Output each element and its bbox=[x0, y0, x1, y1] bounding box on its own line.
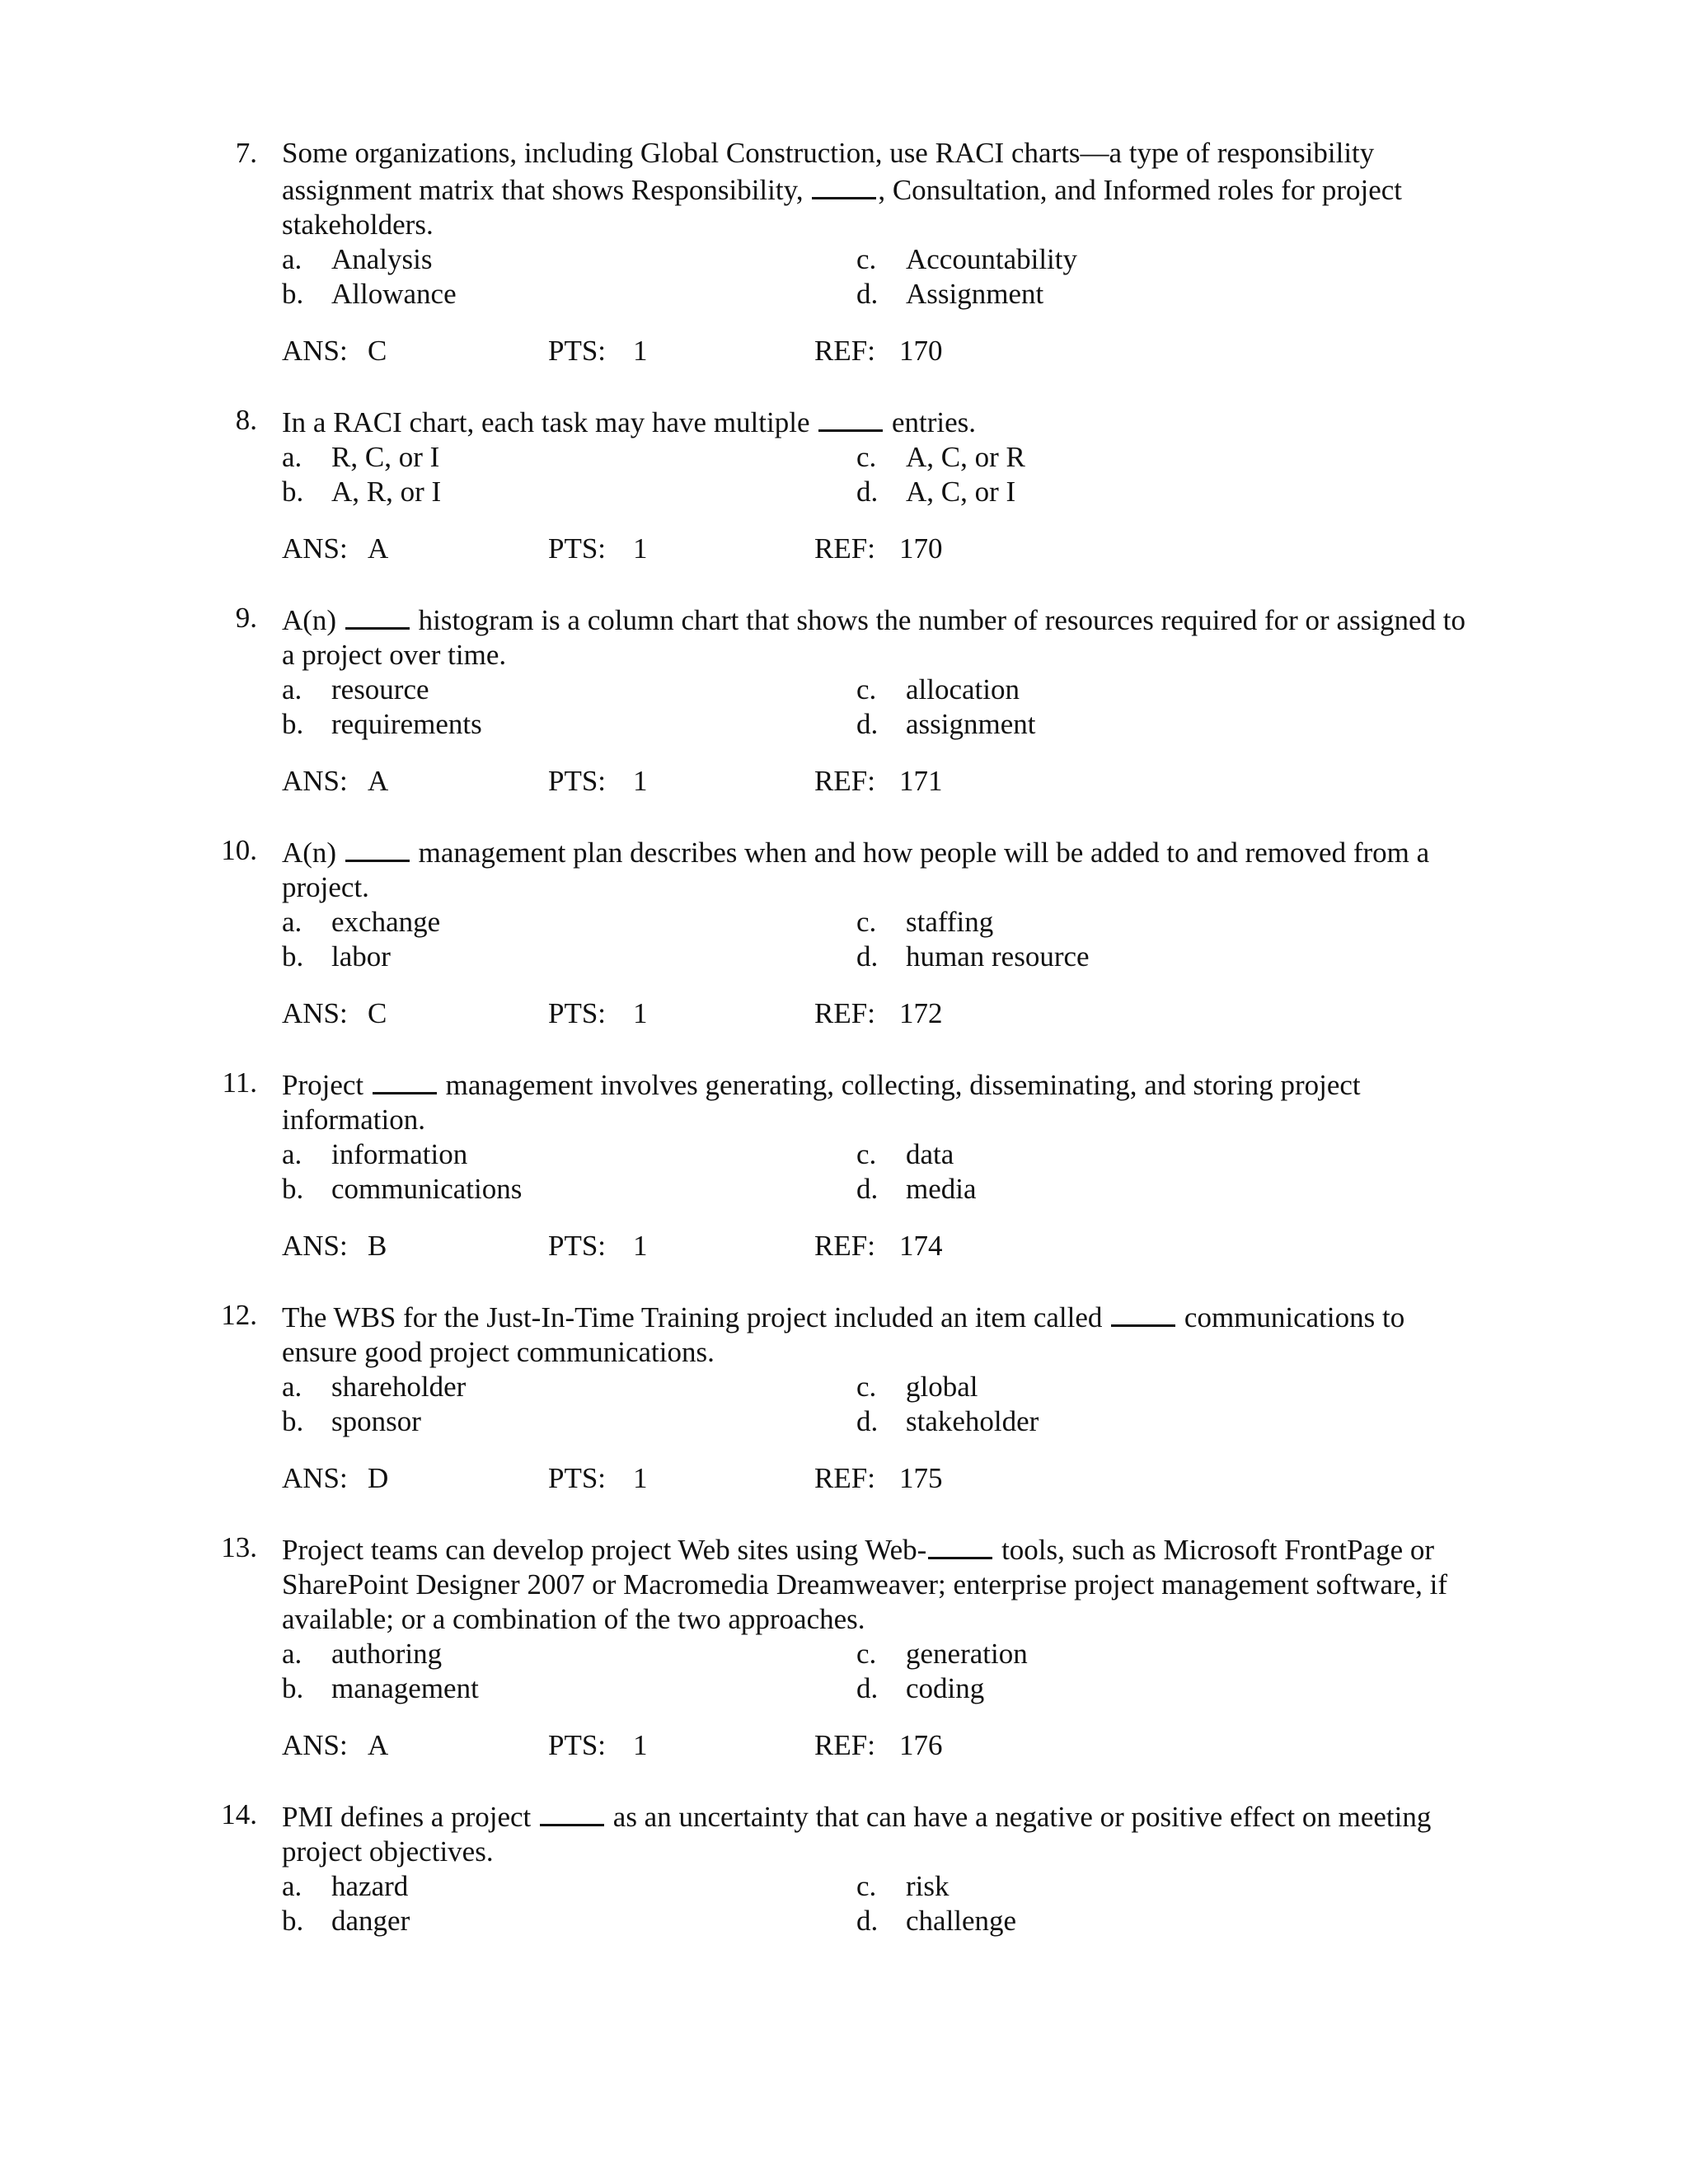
option-text: challenge bbox=[906, 1905, 1017, 1937]
reference-value: 174 bbox=[899, 1230, 943, 1262]
reference-label: REF: bbox=[814, 1230, 875, 1262]
answer-option-b bbox=[282, 1404, 421, 1439]
reference-label: REF: bbox=[814, 997, 875, 1029]
question-item bbox=[0, 1298, 1688, 1496]
answer-value: C bbox=[368, 997, 387, 1029]
option-letter: d. bbox=[856, 1405, 879, 1437]
reference-value: 171 bbox=[899, 765, 943, 797]
answer-meta bbox=[0, 996, 1688, 1031]
option-text: sponsor bbox=[331, 1405, 421, 1437]
question-item bbox=[0, 1530, 1688, 1763]
option-letter: c. bbox=[856, 1371, 877, 1403]
points-value: 1 bbox=[633, 997, 648, 1029]
answer-option-c bbox=[856, 1869, 950, 1904]
question-stem bbox=[0, 1298, 1518, 1370]
fill-in-blank bbox=[818, 403, 883, 432]
points-label: PTS: bbox=[548, 335, 607, 367]
reference-label: REF: bbox=[814, 532, 875, 565]
answer-option-c bbox=[856, 673, 1020, 707]
answer-value: D bbox=[368, 1462, 389, 1494]
question-stem bbox=[0, 136, 1518, 242]
answer-option-b bbox=[282, 277, 457, 312]
reference-value: 170 bbox=[899, 532, 943, 565]
points-label: PTS: bbox=[548, 997, 607, 1029]
option-text: risk bbox=[906, 1870, 950, 1902]
reference-label: REF: bbox=[814, 765, 875, 797]
answer-label: ANS: bbox=[282, 997, 348, 1029]
points-value: 1 bbox=[633, 1462, 648, 1494]
option-letter: d. bbox=[856, 940, 879, 972]
answer-options bbox=[0, 440, 1688, 509]
option-text: R, C, or I bbox=[331, 441, 440, 473]
option-letter: c. bbox=[856, 906, 877, 938]
option-text: hazard bbox=[331, 1870, 409, 1902]
points-label: PTS: bbox=[548, 1230, 607, 1262]
answer-option-c bbox=[856, 1137, 954, 1172]
answer-meta bbox=[0, 532, 1688, 566]
option-text: generation bbox=[906, 1638, 1028, 1670]
question-text-line: information. bbox=[282, 1104, 425, 1136]
points-label: PTS: bbox=[548, 532, 607, 565]
answer-option-a bbox=[282, 1370, 466, 1404]
answer-option-c bbox=[856, 440, 1025, 475]
question-text-line: In a RACI chart, each task may have multiple entries. bbox=[282, 403, 1518, 440]
option-letter: b. bbox=[282, 1672, 304, 1704]
reference-value: 176 bbox=[899, 1729, 943, 1761]
answer-options bbox=[0, 1637, 1688, 1706]
answer-value: B bbox=[368, 1230, 387, 1262]
option-letter: a. bbox=[282, 673, 302, 705]
points-value: 1 bbox=[633, 1230, 648, 1262]
option-text: Allowance bbox=[331, 278, 457, 310]
question-stem bbox=[0, 601, 1518, 673]
question-text-line: ensure good project communications. bbox=[282, 1336, 715, 1368]
fill-in-blank bbox=[1111, 1298, 1175, 1327]
points-value: 1 bbox=[633, 532, 648, 565]
option-text: Assignment bbox=[906, 278, 1044, 310]
option-letter: b. bbox=[282, 1173, 304, 1205]
question-item bbox=[0, 601, 1688, 799]
answer-option-b bbox=[282, 940, 391, 974]
answer-options bbox=[0, 1869, 1688, 1938]
option-letter: c. bbox=[856, 1870, 877, 1902]
question-item bbox=[0, 1066, 1688, 1263]
reference-value: 170 bbox=[899, 335, 943, 367]
answer-option-c bbox=[856, 1370, 978, 1404]
answer-label: ANS: bbox=[282, 1462, 348, 1494]
answer-value: A bbox=[368, 765, 389, 797]
question-number: 8. bbox=[235, 404, 257, 436]
option-text: staffing bbox=[906, 906, 994, 938]
answer-option-a bbox=[282, 1637, 442, 1671]
option-letter: b. bbox=[282, 1405, 304, 1437]
question-text-line: project objectives. bbox=[282, 1835, 494, 1868]
option-letter: d. bbox=[856, 278, 879, 310]
option-text: media bbox=[906, 1173, 977, 1205]
answer-option-b bbox=[282, 1671, 479, 1706]
question-text-line: The WBS for the Just-In-Time Training project included an item called communications to bbox=[282, 1298, 1518, 1335]
answer-option-d bbox=[856, 1172, 977, 1207]
answer-value: C bbox=[368, 335, 387, 367]
question-text-line: a project over time. bbox=[282, 639, 507, 671]
option-letter: d. bbox=[856, 708, 879, 740]
option-letter: a. bbox=[282, 1138, 302, 1170]
option-text: stakeholder bbox=[906, 1405, 1039, 1437]
option-text: Analysis bbox=[331, 243, 433, 275]
question-stem bbox=[0, 1066, 1518, 1137]
question-text-line: stakeholders. bbox=[282, 209, 434, 241]
question-text-line: assignment matrix that shows Responsibility, , Consultation, and Informed roles for project bbox=[282, 171, 1518, 208]
reference-label: REF: bbox=[814, 1462, 875, 1494]
points-value: 1 bbox=[633, 335, 648, 367]
option-text: requirements bbox=[331, 708, 482, 740]
question-number: 9. bbox=[235, 602, 257, 634]
question-text-line: Project teams can develop project Web sites using Web- tools, such as Microsoft FrontPage or bbox=[282, 1530, 1518, 1568]
answer-label: ANS: bbox=[282, 1729, 348, 1761]
answer-meta bbox=[0, 1461, 1688, 1496]
question-number: 12. bbox=[221, 1299, 257, 1331]
fill-in-blank bbox=[928, 1530, 992, 1559]
answer-meta bbox=[0, 764, 1688, 799]
reference-label: REF: bbox=[814, 335, 875, 367]
points-label: PTS: bbox=[548, 1462, 607, 1494]
option-text: authoring bbox=[331, 1638, 443, 1670]
option-letter: b. bbox=[282, 278, 304, 310]
option-text: resource bbox=[331, 673, 429, 705]
question-item bbox=[0, 1797, 1688, 1938]
question-text-line: project. bbox=[282, 871, 369, 903]
answer-option-a bbox=[282, 673, 429, 707]
option-letter: c. bbox=[856, 243, 877, 275]
option-text: shareholder bbox=[331, 1371, 467, 1403]
option-text: coding bbox=[906, 1672, 985, 1704]
answer-label: ANS: bbox=[282, 765, 348, 797]
question-text-line: PMI defines a project as an uncertainty that can have a negative or positive effect on meeting bbox=[282, 1797, 1518, 1835]
answer-option-d bbox=[856, 1671, 984, 1706]
option-letter: d. bbox=[856, 1672, 879, 1704]
answer-option-d bbox=[856, 1904, 1016, 1938]
points-value: 1 bbox=[633, 1729, 648, 1761]
reference-label: REF: bbox=[814, 1729, 875, 1761]
option-text: danger bbox=[331, 1905, 410, 1937]
question-text-line: Some organizations, including Global Construction, use RACI charts—a type of responsibility bbox=[282, 137, 1375, 169]
question-stem bbox=[0, 1797, 1518, 1869]
question-stem bbox=[0, 1530, 1518, 1637]
points-label: PTS: bbox=[548, 1729, 607, 1761]
question-number: 11. bbox=[222, 1066, 257, 1099]
points-label: PTS: bbox=[548, 765, 607, 797]
answer-option-b bbox=[282, 475, 441, 509]
option-letter: a. bbox=[282, 441, 302, 473]
points-value: 1 bbox=[633, 765, 648, 797]
answer-option-a bbox=[282, 440, 439, 475]
option-letter: c. bbox=[856, 1638, 877, 1670]
question-number: 14. bbox=[221, 1798, 257, 1830]
answer-label: ANS: bbox=[282, 532, 348, 565]
option-letter: a. bbox=[282, 1870, 302, 1902]
fill-in-blank bbox=[345, 833, 410, 862]
answer-option-d bbox=[856, 475, 1015, 509]
question-text-line: A(n) management plan describes when and how people will be added to and removed from a bbox=[282, 833, 1518, 870]
option-letter: d. bbox=[856, 476, 879, 508]
answer-option-d bbox=[856, 707, 1035, 742]
option-text: A, C, or R bbox=[906, 441, 1025, 473]
answer-option-b bbox=[282, 1172, 522, 1207]
option-letter: b. bbox=[282, 708, 304, 740]
question-item bbox=[0, 833, 1688, 1031]
question-number: 7. bbox=[235, 137, 257, 169]
option-letter: a. bbox=[282, 243, 302, 275]
reference-value: 172 bbox=[899, 997, 943, 1029]
fill-in-blank bbox=[345, 601, 410, 630]
option-text: human resource bbox=[906, 940, 1090, 972]
question-item bbox=[0, 403, 1688, 566]
question-number: 13. bbox=[221, 1531, 257, 1563]
option-letter: a. bbox=[282, 1371, 302, 1403]
answer-option-b bbox=[282, 707, 482, 742]
question-stem bbox=[0, 403, 1518, 440]
option-text: management bbox=[331, 1672, 479, 1704]
answer-options bbox=[0, 242, 1688, 312]
option-text: exchange bbox=[331, 906, 441, 938]
answer-option-c bbox=[856, 242, 1077, 277]
question-list bbox=[0, 136, 1688, 1973]
option-text: assignment bbox=[906, 708, 1036, 740]
answer-option-a bbox=[282, 1137, 467, 1172]
reference-value: 175 bbox=[899, 1462, 943, 1494]
option-letter: d. bbox=[856, 1905, 879, 1937]
question-item bbox=[0, 136, 1688, 368]
fill-in-blank bbox=[373, 1066, 437, 1094]
option-text: A, C, or I bbox=[906, 476, 1016, 508]
answer-label: ANS: bbox=[282, 335, 348, 367]
answer-option-d bbox=[856, 277, 1043, 312]
fill-in-blank bbox=[540, 1797, 604, 1826]
answer-options bbox=[0, 1137, 1688, 1207]
fill-in-blank bbox=[812, 171, 876, 199]
answer-options bbox=[0, 673, 1688, 742]
answer-option-d bbox=[856, 1404, 1039, 1439]
option-text: labor bbox=[331, 940, 391, 972]
answer-value: A bbox=[368, 532, 389, 565]
answer-meta bbox=[0, 1229, 1688, 1263]
question-text-line: Project management involves generating, collecting, disseminating, and storing project bbox=[282, 1066, 1518, 1103]
question-text-line: available; or a combination of the two approaches. bbox=[282, 1603, 865, 1635]
answer-value: A bbox=[368, 1729, 389, 1761]
answer-options bbox=[0, 905, 1688, 974]
option-letter: d. bbox=[856, 1173, 879, 1205]
option-text: Accountability bbox=[906, 243, 1078, 275]
option-text: communications bbox=[331, 1173, 523, 1205]
answer-option-a bbox=[282, 242, 433, 277]
answer-option-a bbox=[282, 905, 440, 940]
answer-meta bbox=[0, 334, 1688, 368]
option-text: A, R, or I bbox=[331, 476, 442, 508]
option-letter: c. bbox=[856, 441, 877, 473]
answer-option-b bbox=[282, 1904, 410, 1938]
answer-option-c bbox=[856, 905, 993, 940]
answer-option-a bbox=[282, 1869, 408, 1904]
option-text: allocation bbox=[906, 673, 1020, 705]
answer-meta bbox=[0, 1728, 1688, 1763]
answer-label: ANS: bbox=[282, 1230, 348, 1262]
option-letter: b. bbox=[282, 940, 304, 972]
option-letter: a. bbox=[282, 1638, 302, 1670]
question-text-line: SharePoint Designer 2007 or Macromedia Dreamweaver; enterprise project management software, if bbox=[282, 1568, 1448, 1601]
option-letter: a. bbox=[282, 906, 302, 938]
option-text: global bbox=[906, 1371, 978, 1403]
option-letter: c. bbox=[856, 1138, 877, 1170]
option-letter: c. bbox=[856, 673, 877, 705]
option-text: information bbox=[331, 1138, 468, 1170]
answer-option-d bbox=[856, 940, 1090, 974]
question-number: 10. bbox=[221, 834, 257, 866]
option-letter: b. bbox=[282, 476, 304, 508]
option-letter: b. bbox=[282, 1905, 304, 1937]
question-text-line: A(n) histogram is a column chart that shows the number of resources required for or assigned to bbox=[282, 601, 1518, 638]
option-text: data bbox=[906, 1138, 954, 1170]
question-stem bbox=[0, 833, 1518, 905]
answer-option-c bbox=[856, 1637, 1028, 1671]
answer-options bbox=[0, 1370, 1688, 1439]
